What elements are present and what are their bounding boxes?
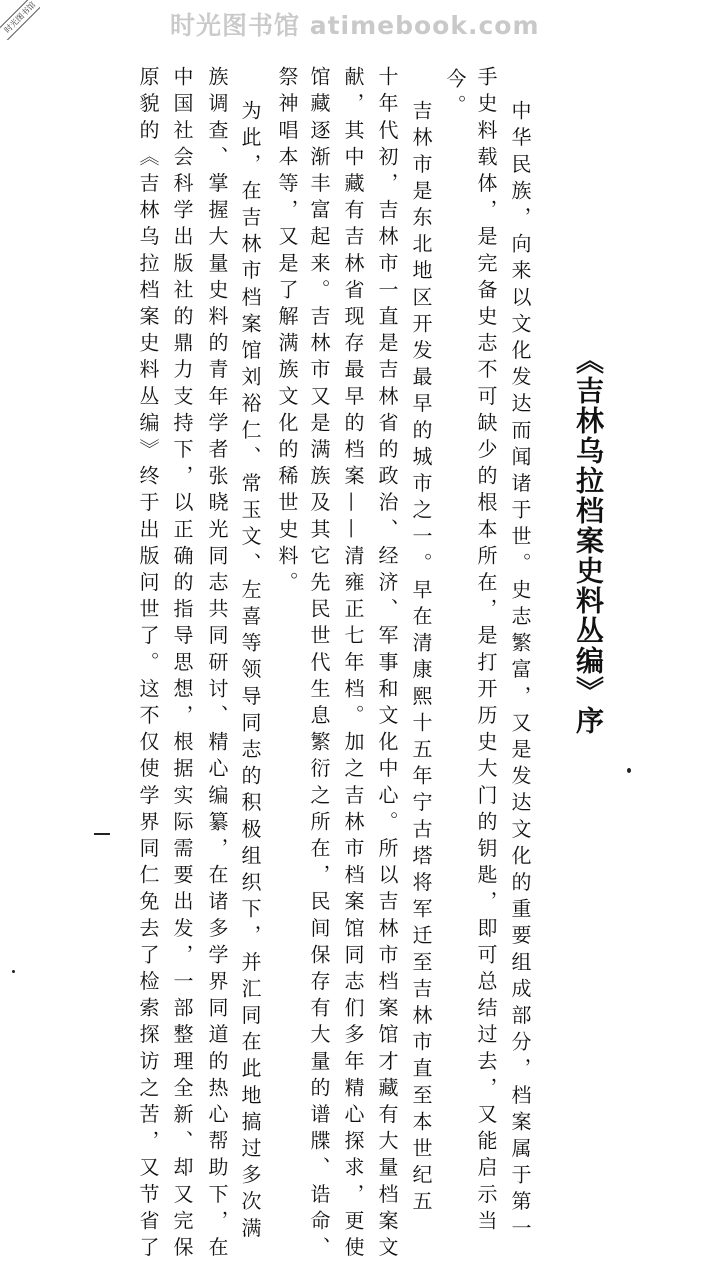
text-column-9: 为此，在吉林市档案馆刘裕仁、常玉文、左喜等领导同志的积极组织下，并汇同在此地搞过多次满 [238, 100, 262, 1244]
text-column-6: 献，其中藏有吉林省现存最早的档案——清雍正七年档。加之吉林市档案馆同志们多年精心探求，更使 [341, 66, 365, 1263]
text-column-5: 十年代初，吉林市一直是吉林省的政治、经济、军事和文化中心。所以吉林市档案馆才藏有大量档案文 [375, 66, 399, 1263]
text-column-8: 祭神唱本等，又是了解满族文化的稀世史料。 [275, 66, 299, 598]
text-column-10: 族调查、掌握大量史料的青年学者张晓光同志共同研讨、精心编纂，在诸多学界同道的热心帮助下，在 [205, 66, 229, 1263]
page-title: 《吉林乌拉档案史料丛编》序 [572, 346, 605, 736]
text-column-3: 今。 [443, 68, 467, 122]
text-column-4: 吉林市是东北地区开发最早的城市之一。早在清康熙十五年宁古塔将军迁至吉林市直至本世纪五 [409, 100, 433, 1218]
text-column-7: 馆藏逐渐丰富起来。吉林市又是满族及其它先民世代生息繁衍之所在，民间保存有大量的谱牒、诰命、 [307, 66, 331, 1263]
ink-speck [12, 970, 15, 973]
ink-speck [627, 768, 631, 773]
margin-dash [94, 833, 110, 835]
site-logo-stamp [0, 0, 40, 40]
text-column-2: 手史料载体，是完备史志不可缺少的根本所在，是打开历史大门的钥匙，即可总结过去，又能启示当 [474, 66, 498, 1237]
watermark-text: 时光图书馆 atimebook.com [170, 11, 540, 40]
text-column-11: 中国社会科学出版社的鼎力支持下，以正确的指导思想，根据实际需要出发，一部整理全新、却又完保 [170, 66, 194, 1263]
text-column-12: 原貌的《吉林乌拉档案史料丛编》终于出版问世了。这不仅使学界同仁免去了检索探访之苦，又节省了 [136, 66, 160, 1263]
text-column-1: 中华民族，向来以文化发达而闻诸于世。史志繁富，又是发达文化的重要组成部分，档案属于第一 [508, 100, 532, 1244]
site-logo-text: 时光图书馆 [0, 0, 40, 40]
